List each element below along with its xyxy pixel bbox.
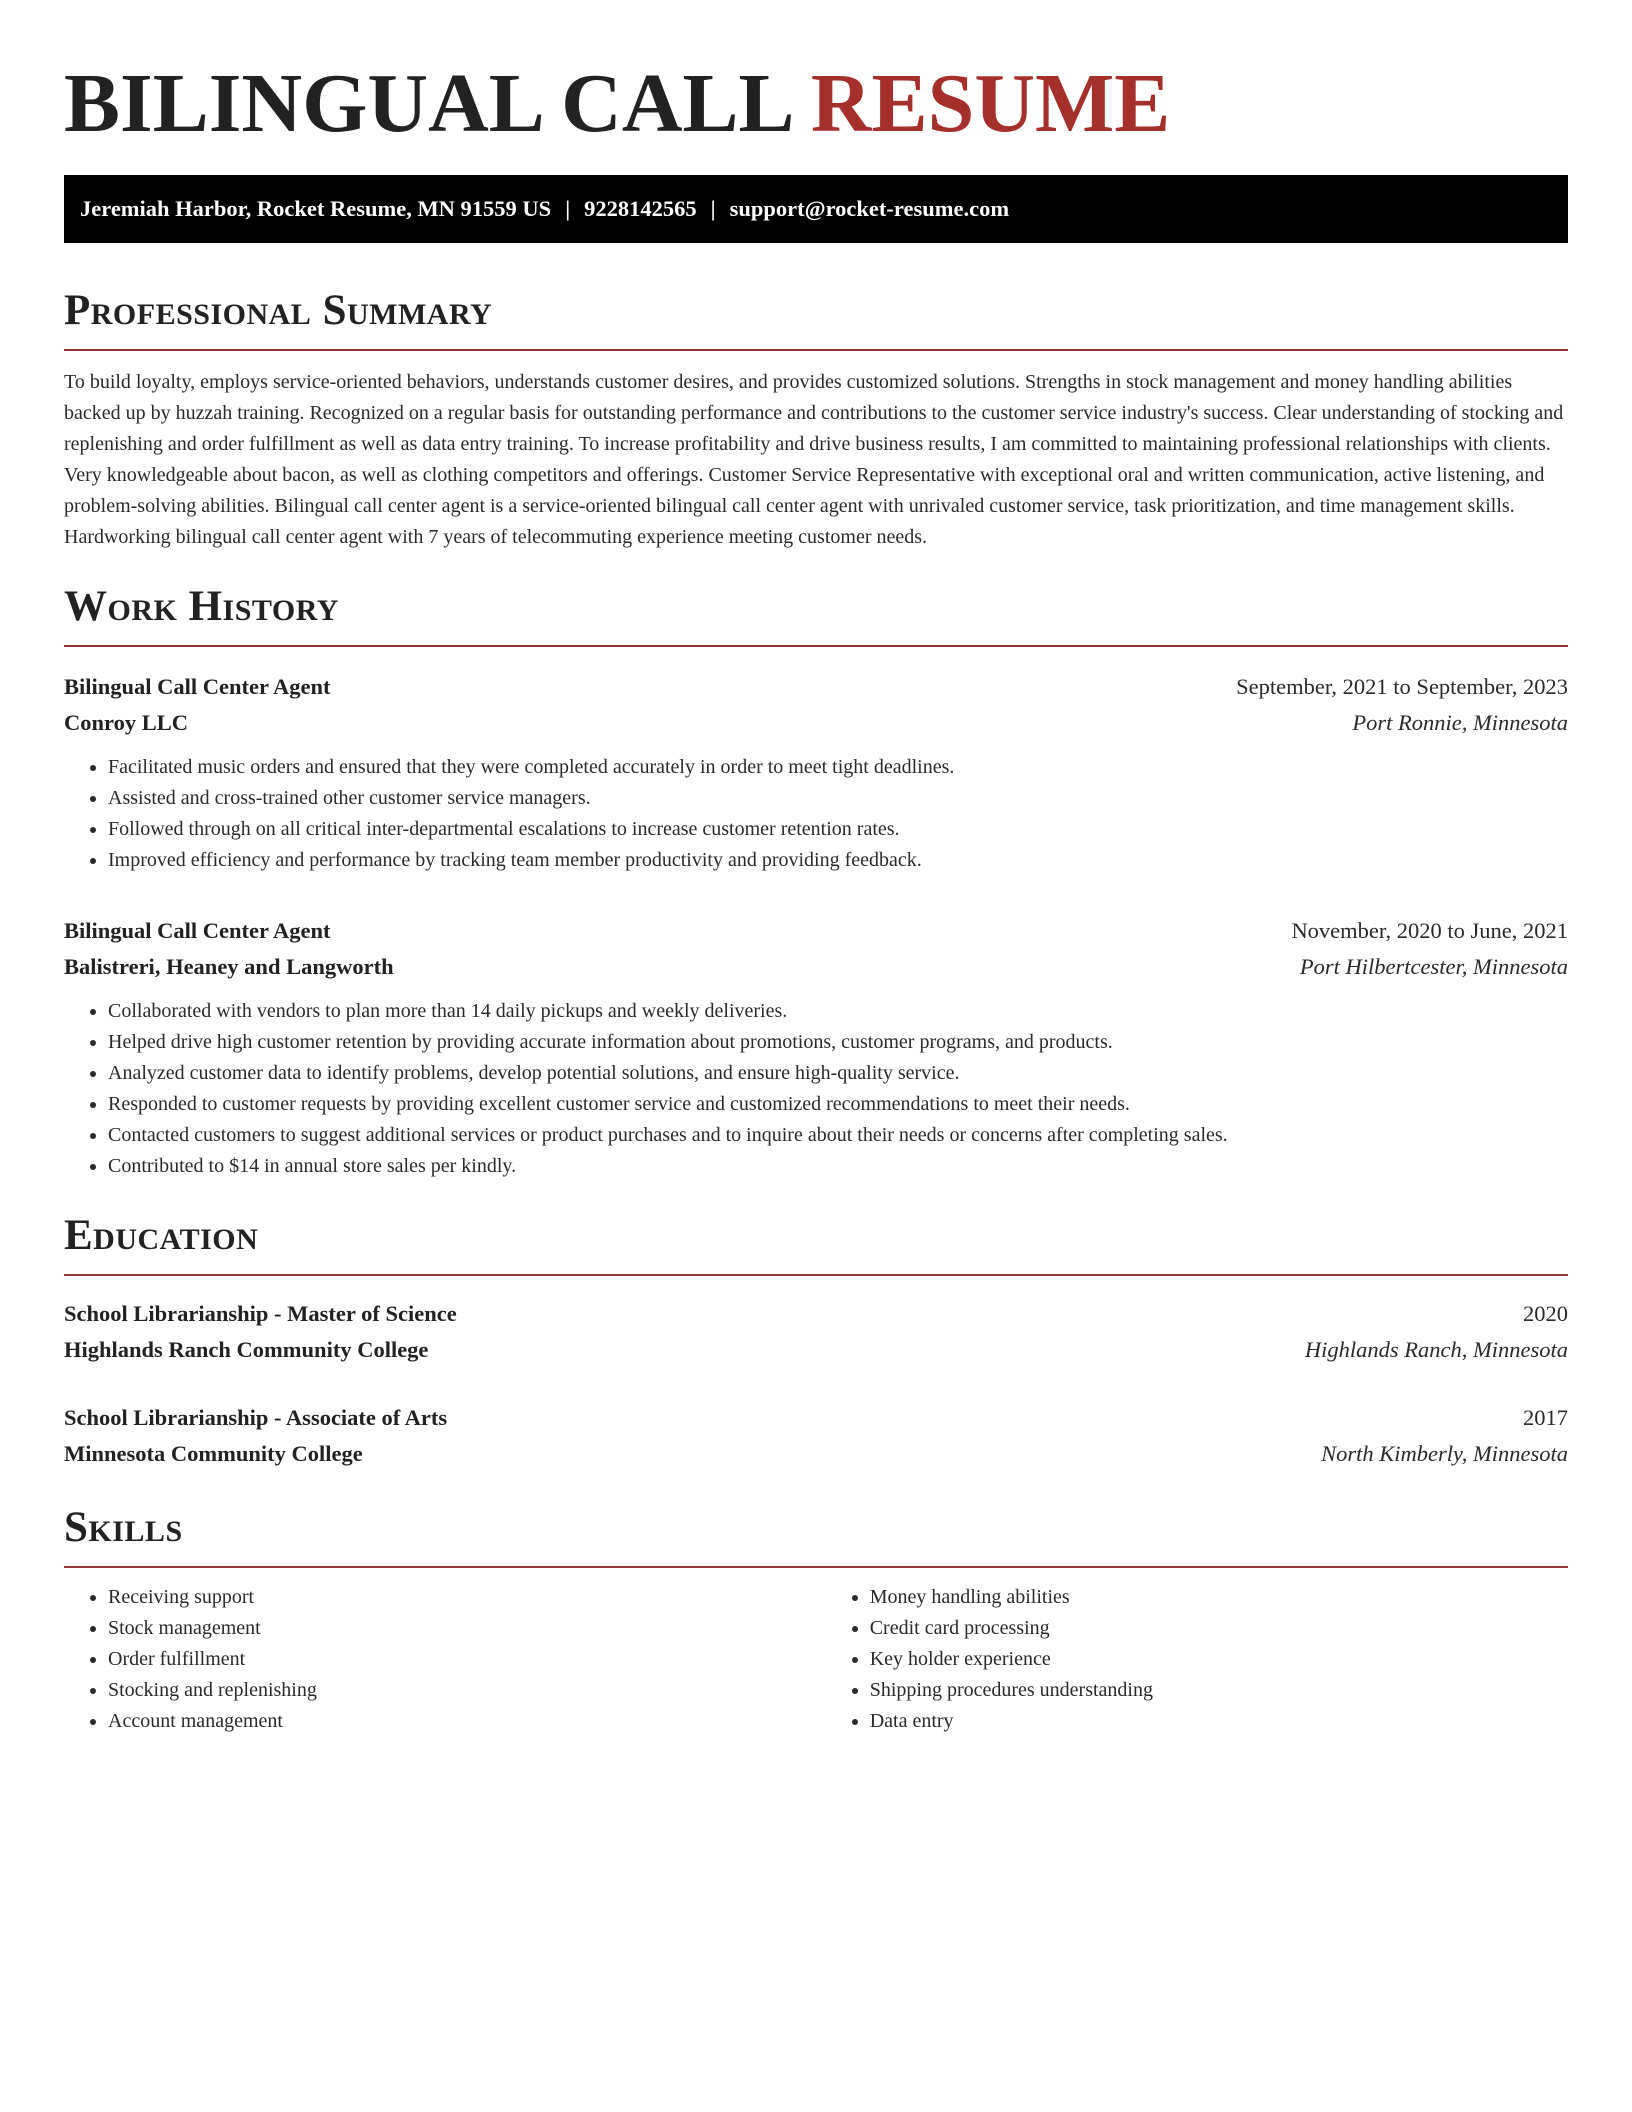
education-entry	[64, 1400, 1568, 1472]
skills-section	[64, 1504, 1568, 1737]
education-heading: Education	[64, 1212, 1568, 1276]
education-degree: School Librarianship - Master of Science	[64, 1301, 457, 1326]
skill-item: • Account management	[108, 1706, 826, 1737]
summary-heading: Professional Summary	[64, 287, 1568, 351]
education-section	[64, 1212, 1568, 1472]
contact-separator: |	[565, 196, 571, 221]
job-bullet: • Assisted and cross-trained other customer service managers.	[108, 783, 1568, 814]
skill-item: • Shipping procedures understanding	[870, 1675, 1568, 1706]
resume-title	[64, 56, 1568, 152]
job-bullet: • Helped drive high customer retention by providing accurate information about promotions, customer programs, and products.	[108, 1027, 1568, 1058]
contact-bar	[64, 175, 1568, 243]
title-main: BILINGUAL CALL	[64, 57, 790, 150]
job-bullet: • Collaborated with vendors to plan more than 14 daily pickups and weekly deliveries.	[108, 996, 1568, 1027]
contact-phone: 9228142565	[584, 196, 697, 221]
job-bullets	[64, 752, 1568, 876]
skills-heading: Skills	[64, 1504, 1568, 1568]
job-bullet: • Contributed to $14 in annual store sales per kindly.	[108, 1151, 1568, 1182]
education-location: North Kimberly, Minnesota	[1321, 1441, 1568, 1466]
job-bullet: • Followed through on all critical inter-departmental escalations to increase customer retention rates.	[108, 814, 1568, 845]
summary-text: To build loyalty, employs service-oriented behaviors, understands customer desires, and provides customized solutions. Strengths in stock management and money handling abilities backed up by huzzah training. Recognized on a regular basis for outstanding performance and contributions to the customer service industry's success. Clear understanding of stocking and replenishing and order fulfillment as well as data entry training. To increase profitability and drive business results, I am committed to maintaining professional relationships with clients. Very knowledgeable about bacon, as well as clothing competitors and offerings. Customer Service Representative with exceptional oral and written communication, active listening, and problem-solving abilities. Bilingual call center agent is a service-oriented bilingual call center agent with unrivaled customer service, task prioritization, and time management skills. Hardworking bilingual call center agent with 7 years of telecommuting experience meeting customer needs.	[64, 371, 1564, 548]
job-location: Port Ronnie, Minnesota	[1352, 710, 1568, 735]
education-year: 2020	[1523, 1301, 1568, 1326]
job-bullets	[64, 996, 1568, 1182]
job-company: Conroy LLC	[64, 710, 188, 735]
job-company-row	[64, 949, 1568, 985]
job-bullet: • Improved efficiency and performance by tracking team member productivity and providing feedback.	[108, 845, 1568, 876]
job-bullet: • Facilitated music orders and ensured that they were completed accurately in order to meet tight deadlines.	[108, 752, 1568, 783]
education-degree-row	[64, 1296, 1568, 1332]
work-history-heading: Work History	[64, 583, 1568, 647]
skill-item: • Key holder experience	[870, 1644, 1568, 1675]
job-title: Bilingual Call Center Agent	[64, 918, 331, 943]
resume-content	[64, 56, 1568, 1737]
contact-email: support@rocket-resume.com	[729, 196, 1010, 221]
job-entry	[64, 669, 1568, 876]
education-school: Highlands Ranch Community College	[64, 1337, 429, 1362]
contact-address: Jeremiah Harbor, Rocket Resume, MN 91559 US	[80, 196, 552, 221]
education-location: Highlands Ranch, Minnesota	[1304, 1337, 1568, 1362]
skill-item: • Receiving support	[108, 1582, 826, 1613]
job-company: Balistreri, Heaney and Langworth	[64, 954, 394, 979]
skill-item: • Stocking and replenishing	[108, 1675, 826, 1706]
work-history-section	[64, 583, 1568, 1182]
skill-item: • Stock management	[108, 1613, 826, 1644]
job-bullet: • Analyzed customer data to identify problems, develop potential solutions, and ensure high-quality service.	[108, 1058, 1568, 1089]
summary-section	[64, 287, 1568, 553]
skill-item: • Credit card processing	[870, 1613, 1568, 1644]
job-bullet: • Contacted customers to suggest additional services or product purchases and to inquire about their needs or concerns after completing sales.	[108, 1120, 1568, 1151]
job-dates: September, 2021 to September, 2023	[1236, 674, 1568, 699]
job-location: Port Hilbertcester, Minnesota	[1299, 954, 1568, 979]
skill-item: • Order fulfillment	[108, 1644, 826, 1675]
education-degree: School Librarianship - Associate of Arts	[64, 1405, 448, 1430]
education-degree-row	[64, 1400, 1568, 1436]
skills-list-left	[64, 1582, 826, 1737]
education-school: Minnesota Community College	[64, 1441, 363, 1466]
education-entry	[64, 1296, 1568, 1368]
education-school-row	[64, 1332, 1568, 1368]
skills-columns	[64, 1582, 1568, 1737]
education-school-row	[64, 1436, 1568, 1472]
job-header-row	[64, 669, 1568, 705]
job-bullet: • Responded to customer requests by providing excellent customer service and customized recommendations to meet their needs.	[108, 1089, 1568, 1120]
skill-item: • Money handling abilities	[870, 1582, 1568, 1613]
skill-item: • Data entry	[870, 1706, 1568, 1737]
job-entry	[64, 913, 1568, 1182]
job-header-row	[64, 913, 1568, 949]
job-company-row	[64, 705, 1568, 741]
job-title: Bilingual Call Center Agent	[64, 674, 331, 699]
job-dates: November, 2020 to June, 2021	[1291, 918, 1568, 943]
education-year: 2017	[1523, 1405, 1568, 1430]
skills-list-right	[826, 1582, 1568, 1737]
contact-separator: |	[710, 196, 716, 221]
title-accent: RESUME	[810, 57, 1171, 150]
